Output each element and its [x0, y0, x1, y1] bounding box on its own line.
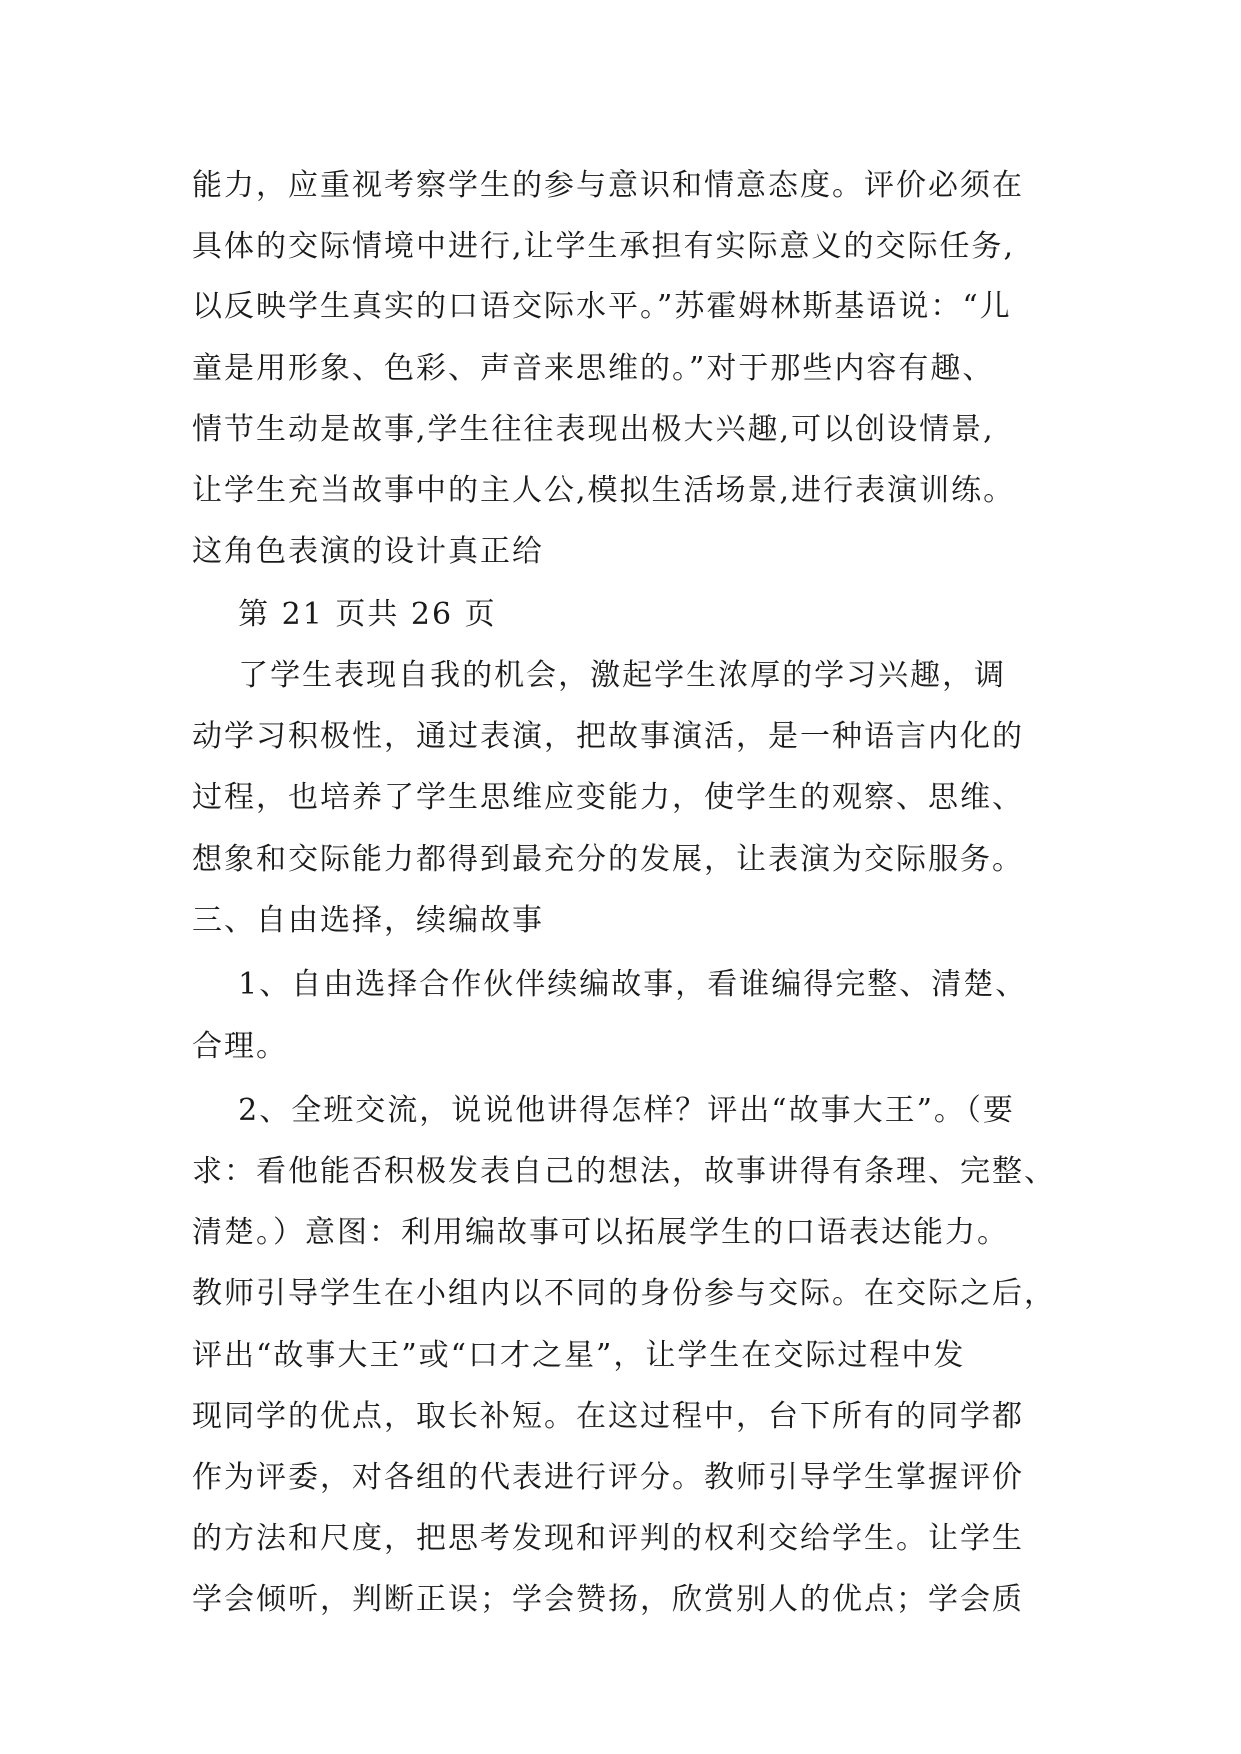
text-line: 情节生动是故事,学生往往表现出极大兴趣,可以创设情景, [192, 412, 995, 447]
text-line: 以反映学生真实的口语交际水平。”苏霍姆林斯基语说：“儿 [192, 289, 1012, 324]
text-line: 评出“故事大王”或“口才之星”，让学生在交际过程中发 [192, 1338, 966, 1373]
text-line: 合理。 [192, 1029, 288, 1064]
text-line: 作为评委，对各组的代表进行评分。教师引导学生掌握评价 [192, 1460, 1024, 1495]
text-line: 学会倾听，判断正误；学会赞扬，欣赏别人的优点；学会质 [192, 1582, 1024, 1617]
text-line: 清楚。）意图：利用编故事可以拓展学生的口语表达能力。 [192, 1215, 1009, 1250]
page-number: 第 21 页共 26 页 [192, 597, 497, 632]
text-line: 这角色表演的设计真正给 [192, 534, 544, 569]
text-line: 了学生表现自我的机会，激起学生浓厚的学习兴趣，调 [192, 658, 1007, 693]
text-line: 现同学的优点，取长补短。在这过程中，台下所有的同学都 [192, 1399, 1024, 1434]
text-line: 让学生充当故事中的主人公,模拟生活场景,进行表演训练。 [192, 473, 1016, 508]
text-line: 童是用形象、色彩、声音来思维的。”对于那些内容有趣、 [192, 351, 995, 386]
text-line: 能力，应重视考察学生的参与意识和情意态度。评价必须在 [192, 168, 1024, 203]
text-line: 具体的交际情境中进行,让学生承担有实际意义的交际任务, [192, 229, 1016, 264]
section-heading: 三、自由选择，续编故事 [192, 903, 544, 938]
text-line: 动学习积极性，通过表演，把故事演活，是一种语言内化的 [192, 719, 1024, 754]
text-line: 求：看他能否积极发表自己的想法，故事讲得有条理、完整、 [192, 1154, 1056, 1189]
text-line: 2、全班交流，说说他讲得怎样？评出“故事大王”。（要 [192, 1093, 1015, 1128]
text-line: 1、自由选择合作伙伴续编故事，看谁编得完整、清楚、 [192, 967, 1028, 1002]
text-line: 想象和交际能力都得到最充分的发展，让表演为交际服务。 [192, 842, 1024, 877]
text-line: 教师引导学生在小组内以不同的身份参与交际。在交际之后， [192, 1276, 1056, 1311]
text-line: 过程，也培养了学生思维应变能力，使学生的观察、思维、 [192, 780, 1024, 815]
text-line: 的方法和尺度，把思考发现和评判的权利交给学生。让学生 [192, 1521, 1024, 1556]
